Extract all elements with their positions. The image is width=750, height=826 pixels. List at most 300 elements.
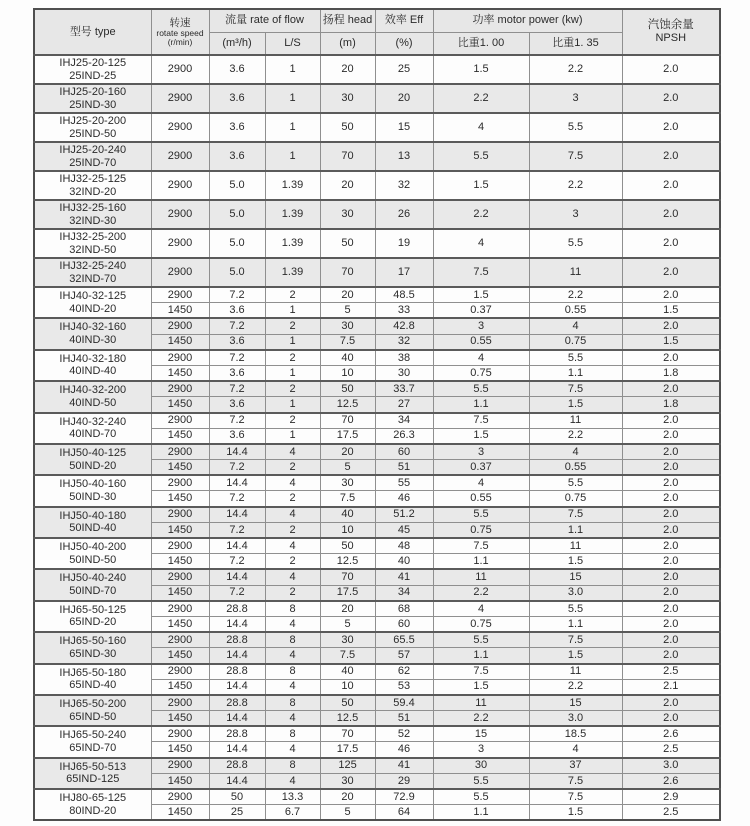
spec-cell-flow_ls: 1.39 bbox=[265, 171, 320, 200]
spec-cell-flow_m3h: 14.4 bbox=[209, 475, 265, 491]
spec-cell-head: 5 bbox=[320, 616, 375, 632]
header-head-unit: (m) bbox=[320, 32, 375, 55]
spec-cell-flow_ls: 4 bbox=[265, 538, 320, 554]
spec-cell-p135: 11 bbox=[529, 538, 622, 554]
spec-cell-flow_ls: 4 bbox=[265, 679, 320, 695]
spec-cell-speed: 1450 bbox=[151, 554, 209, 570]
spec-cell-p135: 3 bbox=[529, 200, 622, 229]
spec-cell-speed: 1450 bbox=[151, 491, 209, 507]
spec-cell-npsh: 1.5 bbox=[622, 334, 720, 350]
pump-model-cell bbox=[34, 632, 151, 663]
spec-cell-speed: 2900 bbox=[151, 318, 209, 334]
spec-cell-head: 17.5 bbox=[320, 742, 375, 758]
pump-type-label: IHJ80-65-125 bbox=[59, 792, 127, 805]
spec-cell-flow_m3h: 7.2 bbox=[209, 413, 265, 429]
spec-cell-p100: 0.75 bbox=[433, 365, 529, 381]
spec-cell-flow_m3h: 7.2 bbox=[209, 554, 265, 570]
pump-type-label: IHJ40-32-160 bbox=[59, 321, 127, 334]
spec-cell-head: 20 bbox=[320, 287, 375, 303]
spec-cell-eff: 15 bbox=[375, 113, 433, 142]
spec-cell-eff: 34 bbox=[375, 585, 433, 601]
pump-code-label: 65IND-30 bbox=[69, 647, 117, 660]
spec-cell-npsh: 2.0 bbox=[622, 287, 720, 303]
pump-code-label: 65IND-50 bbox=[69, 710, 117, 723]
pump-code-label: 40IND-70 bbox=[69, 428, 117, 441]
spec-cell-eff: 45 bbox=[375, 522, 433, 538]
spec-cell-flow_ls: 8 bbox=[265, 726, 320, 742]
spec-cell-flow_ls: 2 bbox=[265, 491, 320, 507]
spec-cell-npsh: 2.0 bbox=[622, 507, 720, 523]
spec-cell-npsh: 2.0 bbox=[622, 695, 720, 711]
pump-type-label: IHJ40-32-125 bbox=[59, 290, 127, 303]
spec-cell-flow_ls: 4 bbox=[265, 444, 320, 460]
pump-type-label: IHJ32-25-160 bbox=[59, 201, 127, 214]
spec-cell-flow_m3h: 3.6 bbox=[209, 55, 265, 84]
spec-cell-npsh: 1.5 bbox=[622, 303, 720, 319]
pump-code-label: 80IND-20 bbox=[69, 804, 117, 817]
spec-cell-flow_m3h: 50 bbox=[209, 789, 265, 805]
spec-cell-flow_m3h: 3.6 bbox=[209, 365, 265, 381]
spec-cell-flow_ls: 4 bbox=[265, 507, 320, 523]
spec-cell-eff: 65.5 bbox=[375, 632, 433, 648]
spec-cell-speed: 2900 bbox=[151, 142, 209, 171]
spec-cell-p135: 1.5 bbox=[529, 648, 622, 664]
spec-cell-eff: 46 bbox=[375, 491, 433, 507]
spec-cell-flow_ls: 13.3 bbox=[265, 789, 320, 805]
spec-cell-flow_m3h: 7.2 bbox=[209, 350, 265, 366]
spec-cell-head: 5 bbox=[320, 460, 375, 476]
pump-model-cell bbox=[34, 475, 151, 506]
spec-cell-flow_ls: 8 bbox=[265, 601, 320, 617]
spec-cell-p135: 2.2 bbox=[529, 55, 622, 84]
table-body bbox=[34, 55, 720, 820]
spec-cell-eff: 32 bbox=[375, 334, 433, 350]
spec-cell-p135: 18.5 bbox=[529, 726, 622, 742]
spec-cell-eff: 17 bbox=[375, 258, 433, 287]
spec-cell-head: 20 bbox=[320, 55, 375, 84]
pump-type-label: IHJ50-40-200 bbox=[59, 541, 127, 554]
pump-code-label: 25IND-25 bbox=[69, 69, 117, 82]
spec-cell-npsh: 2.0 bbox=[622, 318, 720, 334]
spec-cell-eff: 29 bbox=[375, 773, 433, 789]
header-motor-power: 功率 motor power (kw) bbox=[433, 9, 622, 32]
spec-cell-p100: 2.2 bbox=[433, 711, 529, 727]
spec-cell-speed: 2900 bbox=[151, 569, 209, 585]
spec-cell-flow_ls: 2 bbox=[265, 554, 320, 570]
spec-cell-p135: 11 bbox=[529, 664, 622, 680]
spec-cell-speed: 2900 bbox=[151, 695, 209, 711]
spec-cell-p135: 5.5 bbox=[529, 113, 622, 142]
pump-model-cell bbox=[34, 171, 151, 200]
pump-model-cell bbox=[34, 664, 151, 695]
spec-cell-speed: 2900 bbox=[151, 381, 209, 397]
spec-cell-eff: 13 bbox=[375, 142, 433, 171]
pump-type-label: IHJ25-20-200 bbox=[59, 114, 127, 127]
spec-cell-p135: 3.0 bbox=[529, 585, 622, 601]
spec-cell-npsh: 1.8 bbox=[622, 365, 720, 381]
spec-cell-p100: 7.5 bbox=[433, 413, 529, 429]
pump-code-label: 40IND-20 bbox=[69, 302, 117, 315]
pump-type-label: IHJ40-32-180 bbox=[59, 352, 127, 365]
spec-cell-flow_m3h: 28.8 bbox=[209, 632, 265, 648]
spec-cell-p135: 5.5 bbox=[529, 229, 622, 258]
spec-cell-npsh: 2.0 bbox=[622, 229, 720, 258]
spec-cell-head: 50 bbox=[320, 229, 375, 258]
spec-cell-flow_m3h: 3.6 bbox=[209, 428, 265, 444]
spec-cell-flow_m3h: 7.2 bbox=[209, 381, 265, 397]
pump-code-label: 32IND-20 bbox=[69, 185, 117, 198]
spec-cell-eff: 40 bbox=[375, 554, 433, 570]
pump-model-cell bbox=[34, 142, 151, 171]
spec-cell-head: 70 bbox=[320, 258, 375, 287]
spec-cell-p100: 2.2 bbox=[433, 585, 529, 601]
spec-cell-flow_ls: 8 bbox=[265, 695, 320, 711]
pump-code-label: 32IND-50 bbox=[69, 243, 117, 256]
spec-cell-head: 50 bbox=[320, 381, 375, 397]
spec-cell-flow_ls: 1 bbox=[265, 142, 320, 171]
spec-cell-flow_m3h: 7.2 bbox=[209, 491, 265, 507]
spec-cell-head: 70 bbox=[320, 142, 375, 171]
spec-cell-speed: 2900 bbox=[151, 258, 209, 287]
spec-cell-speed: 1450 bbox=[151, 616, 209, 632]
pump-type-label: IHJ65-50-160 bbox=[59, 635, 127, 648]
header-head: 扬程 head bbox=[320, 9, 375, 32]
pump-type-label: IHJ65-50-240 bbox=[59, 729, 127, 742]
spec-cell-npsh: 2.0 bbox=[622, 538, 720, 554]
spec-cell-flow_ls: 2 bbox=[265, 522, 320, 538]
header-rotate-speed bbox=[151, 9, 209, 55]
spec-cell-p135: 1.5 bbox=[529, 554, 622, 570]
spec-cell-eff: 48 bbox=[375, 538, 433, 554]
spec-cell-npsh: 2.0 bbox=[622, 460, 720, 476]
pump-code-label: 50IND-20 bbox=[69, 459, 117, 472]
spec-cell-eff: 27 bbox=[375, 397, 433, 413]
spec-cell-flow_m3h: 14.4 bbox=[209, 742, 265, 758]
spec-cell-p135: 15 bbox=[529, 695, 622, 711]
spec-cell-npsh: 2.0 bbox=[622, 413, 720, 429]
spec-row bbox=[34, 569, 720, 585]
spec-cell-eff: 46 bbox=[375, 742, 433, 758]
spec-row bbox=[34, 507, 720, 523]
pump-model-cell bbox=[34, 507, 151, 538]
pump-code-label: 32IND-70 bbox=[69, 272, 117, 285]
spec-cell-speed: 1450 bbox=[151, 365, 209, 381]
spec-cell-speed: 2900 bbox=[151, 84, 209, 113]
spec-cell-p100: 1.1 bbox=[433, 397, 529, 413]
spec-cell-p135: 1.1 bbox=[529, 365, 622, 381]
spec-row bbox=[34, 350, 720, 366]
spec-cell-eff: 51.2 bbox=[375, 507, 433, 523]
pump-model-cell bbox=[34, 695, 151, 726]
pump-model-cell bbox=[34, 258, 151, 287]
pump-model-cell bbox=[34, 789, 151, 820]
pump-code-label: 25IND-50 bbox=[69, 127, 117, 140]
spec-cell-p100: 0.55 bbox=[433, 491, 529, 507]
spec-row bbox=[34, 538, 720, 554]
spec-cell-npsh: 2.0 bbox=[622, 84, 720, 113]
spec-cell-eff: 68 bbox=[375, 601, 433, 617]
spec-cell-npsh: 2.0 bbox=[622, 428, 720, 444]
spec-cell-speed: 2900 bbox=[151, 664, 209, 680]
spec-cell-head: 7.5 bbox=[320, 334, 375, 350]
spec-cell-p100: 7.5 bbox=[433, 538, 529, 554]
spec-cell-speed: 1450 bbox=[151, 648, 209, 664]
pump-model-cell bbox=[34, 758, 151, 789]
spec-row bbox=[34, 142, 720, 171]
spec-cell-p100: 0.55 bbox=[433, 334, 529, 350]
spec-cell-npsh: 2.0 bbox=[622, 554, 720, 570]
spec-cell-head: 125 bbox=[320, 758, 375, 774]
spec-cell-flow_m3h: 14.4 bbox=[209, 711, 265, 727]
spec-cell-head: 50 bbox=[320, 695, 375, 711]
spec-cell-flow_ls: 4 bbox=[265, 475, 320, 491]
spec-cell-flow_m3h: 28.8 bbox=[209, 695, 265, 711]
spec-cell-p135: 1.5 bbox=[529, 397, 622, 413]
spec-row bbox=[34, 444, 720, 460]
spec-cell-p135: 15 bbox=[529, 569, 622, 585]
spec-cell-p100: 0.37 bbox=[433, 303, 529, 319]
spec-cell-p135: 7.5 bbox=[529, 381, 622, 397]
spec-cell-eff: 41 bbox=[375, 569, 433, 585]
spec-cell-flow_ls: 2 bbox=[265, 318, 320, 334]
spec-cell-head: 30 bbox=[320, 200, 375, 229]
spec-cell-flow_m3h: 5.0 bbox=[209, 258, 265, 287]
header-eff: 效率 Eff bbox=[375, 9, 433, 32]
spec-cell-eff: 19 bbox=[375, 229, 433, 258]
header-rate-of-flow: 流量 rate of flow bbox=[209, 9, 320, 32]
spec-row bbox=[34, 229, 720, 258]
spec-cell-p135: 7.5 bbox=[529, 507, 622, 523]
spec-cell-flow_m3h: 7.2 bbox=[209, 585, 265, 601]
spec-cell-npsh: 2.0 bbox=[622, 585, 720, 601]
spec-cell-flow_ls: 2 bbox=[265, 585, 320, 601]
spec-cell-flow_ls: 1 bbox=[265, 55, 320, 84]
spec-cell-p135: 4 bbox=[529, 742, 622, 758]
spec-row bbox=[34, 758, 720, 774]
spec-cell-flow_ls: 4 bbox=[265, 616, 320, 632]
spec-cell-flow_ls: 8 bbox=[265, 632, 320, 648]
spec-cell-head: 70 bbox=[320, 726, 375, 742]
header-power-sg100: 比重1. 00 bbox=[433, 32, 529, 55]
pump-type-label: IHJ65-50-513 bbox=[59, 760, 127, 773]
spec-cell-npsh: 2.9 bbox=[622, 789, 720, 805]
spec-cell-p135: 2.2 bbox=[529, 679, 622, 695]
spec-cell-npsh: 2.0 bbox=[622, 200, 720, 229]
header-rotate-speed-zh: 转速 bbox=[169, 16, 191, 29]
spec-cell-head: 12.5 bbox=[320, 397, 375, 413]
spec-cell-flow_m3h: 25 bbox=[209, 805, 265, 821]
spec-cell-eff: 20 bbox=[375, 84, 433, 113]
pump-model-cell bbox=[34, 350, 151, 381]
spec-cell-flow_ls: 1.39 bbox=[265, 200, 320, 229]
pump-code-label: 25IND-30 bbox=[69, 98, 117, 111]
spec-cell-head: 10 bbox=[320, 365, 375, 381]
spec-cell-eff: 48.5 bbox=[375, 287, 433, 303]
spec-cell-p100: 4 bbox=[433, 229, 529, 258]
pump-code-label: 32IND-30 bbox=[69, 214, 117, 227]
spec-cell-eff: 25 bbox=[375, 55, 433, 84]
spec-cell-p100: 0.75 bbox=[433, 616, 529, 632]
spec-cell-npsh: 2.0 bbox=[622, 632, 720, 648]
header-flow-ls-unit: L/S bbox=[265, 32, 320, 55]
spec-cell-p100: 1.1 bbox=[433, 554, 529, 570]
spec-cell-flow_ls: 4 bbox=[265, 648, 320, 664]
spec-cell-p100: 30 bbox=[433, 758, 529, 774]
spec-cell-eff: 57 bbox=[375, 648, 433, 664]
spec-cell-flow_m3h: 28.8 bbox=[209, 664, 265, 680]
pump-code-label: 65IND-20 bbox=[69, 616, 117, 629]
spec-cell-p135: 37 bbox=[529, 758, 622, 774]
spec-cell-speed: 2900 bbox=[151, 538, 209, 554]
spec-cell-speed: 1450 bbox=[151, 805, 209, 821]
spec-cell-head: 10 bbox=[320, 679, 375, 695]
spec-cell-head: 50 bbox=[320, 113, 375, 142]
spec-cell-npsh: 2.0 bbox=[622, 55, 720, 84]
header-eff-unit: (%) bbox=[375, 32, 433, 55]
pump-model-cell bbox=[34, 287, 151, 318]
spec-cell-head: 40 bbox=[320, 507, 375, 523]
spec-cell-p135: 1.1 bbox=[529, 522, 622, 538]
spec-cell-eff: 38 bbox=[375, 350, 433, 366]
spec-row bbox=[34, 287, 720, 303]
spec-cell-p100: 2.2 bbox=[433, 200, 529, 229]
spec-cell-p100: 11 bbox=[433, 695, 529, 711]
pump-model-cell bbox=[34, 726, 151, 757]
pump-model-cell bbox=[34, 538, 151, 569]
spec-cell-flow_ls: 8 bbox=[265, 664, 320, 680]
table-header bbox=[34, 9, 720, 55]
spec-cell-flow_ls: 8 bbox=[265, 758, 320, 774]
spec-cell-head: 10 bbox=[320, 522, 375, 538]
spec-cell-p135: 2.2 bbox=[529, 428, 622, 444]
spec-cell-speed: 1450 bbox=[151, 522, 209, 538]
spec-cell-flow_m3h: 7.2 bbox=[209, 287, 265, 303]
spec-cell-speed: 1450 bbox=[151, 742, 209, 758]
spec-cell-head: 20 bbox=[320, 171, 375, 200]
spec-cell-eff: 32 bbox=[375, 171, 433, 200]
spec-cell-p100: 1.1 bbox=[433, 805, 529, 821]
spec-cell-eff: 51 bbox=[375, 460, 433, 476]
spec-cell-p100: 5.5 bbox=[433, 773, 529, 789]
spec-cell-flow_ls: 1.39 bbox=[265, 258, 320, 287]
spec-cell-flow_ls: 2 bbox=[265, 413, 320, 429]
spec-cell-npsh: 2.6 bbox=[622, 726, 720, 742]
spec-cell-flow_ls: 4 bbox=[265, 742, 320, 758]
spec-cell-npsh: 2.0 bbox=[622, 444, 720, 460]
spec-row bbox=[34, 695, 720, 711]
spec-cell-p135: 11 bbox=[529, 258, 622, 287]
spec-cell-flow_m3h: 14.4 bbox=[209, 538, 265, 554]
pump-code-label: 65IND-40 bbox=[69, 679, 117, 692]
spec-cell-head: 70 bbox=[320, 569, 375, 585]
spec-cell-flow_m3h: 3.6 bbox=[209, 334, 265, 350]
spec-cell-npsh: 2.0 bbox=[622, 258, 720, 287]
spec-cell-flow_m3h: 5.0 bbox=[209, 171, 265, 200]
pump-type-label: IHJ65-50-200 bbox=[59, 697, 127, 710]
spec-cell-p135: 2.2 bbox=[529, 171, 622, 200]
spec-cell-p100: 5.5 bbox=[433, 789, 529, 805]
spec-cell-flow_m3h: 14.4 bbox=[209, 679, 265, 695]
spec-cell-eff: 33 bbox=[375, 303, 433, 319]
pump-code-label: 50IND-40 bbox=[69, 522, 117, 535]
spec-cell-speed: 2900 bbox=[151, 632, 209, 648]
spec-cell-npsh: 2.6 bbox=[622, 773, 720, 789]
spec-cell-npsh: 3.0 bbox=[622, 758, 720, 774]
spec-cell-p100: 7.5 bbox=[433, 664, 529, 680]
spec-cell-speed: 1450 bbox=[151, 679, 209, 695]
spec-cell-flow_ls: 1 bbox=[265, 365, 320, 381]
spec-cell-flow_m3h: 28.8 bbox=[209, 601, 265, 617]
pump-type-label: IHJ25-20-125 bbox=[59, 56, 127, 69]
spec-cell-flow_m3h: 3.6 bbox=[209, 142, 265, 171]
spec-row bbox=[34, 381, 720, 397]
spec-cell-flow_ls: 4 bbox=[265, 773, 320, 789]
spec-cell-flow_m3h: 7.2 bbox=[209, 318, 265, 334]
pump-type-label: IHJ50-40-240 bbox=[59, 572, 127, 585]
pump-model-cell bbox=[34, 318, 151, 349]
spec-cell-flow_m3h: 3.6 bbox=[209, 397, 265, 413]
spec-cell-speed: 2900 bbox=[151, 444, 209, 460]
spec-cell-flow_ls: 2 bbox=[265, 381, 320, 397]
spec-cell-speed: 2900 bbox=[151, 350, 209, 366]
spec-cell-flow_ls: 1 bbox=[265, 113, 320, 142]
spec-cell-npsh: 2.0 bbox=[622, 648, 720, 664]
pump-type-label: IHJ50-40-125 bbox=[59, 446, 127, 459]
spec-cell-p100: 3 bbox=[433, 444, 529, 460]
spec-cell-flow_m3h: 14.4 bbox=[209, 444, 265, 460]
spec-cell-npsh: 2.5 bbox=[622, 805, 720, 821]
header-rotate-speed-en: rotate speed bbox=[156, 27, 204, 38]
spec-cell-head: 30 bbox=[320, 318, 375, 334]
pump-code-label: 50IND-70 bbox=[69, 585, 117, 598]
spec-cell-flow_m3h: 14.4 bbox=[209, 507, 265, 523]
spec-row bbox=[34, 601, 720, 617]
spec-cell-flow_m3h: 14.4 bbox=[209, 648, 265, 664]
spec-cell-p100: 11 bbox=[433, 569, 529, 585]
spec-cell-eff: 62 bbox=[375, 664, 433, 680]
spec-cell-p135: 3.0 bbox=[529, 711, 622, 727]
spec-cell-speed: 1450 bbox=[151, 585, 209, 601]
spec-cell-speed: 1450 bbox=[151, 460, 209, 476]
spec-cell-head: 40 bbox=[320, 350, 375, 366]
spec-cell-head: 70 bbox=[320, 413, 375, 429]
pump-type-label: IHJ32-25-240 bbox=[59, 259, 127, 272]
spec-cell-head: 40 bbox=[320, 664, 375, 680]
spec-cell-npsh: 2.0 bbox=[622, 350, 720, 366]
spec-cell-p135: 7.5 bbox=[529, 142, 622, 171]
spec-row bbox=[34, 475, 720, 491]
spec-cell-p100: 1.5 bbox=[433, 679, 529, 695]
spec-cell-p135: 5.5 bbox=[529, 350, 622, 366]
spec-row bbox=[34, 318, 720, 334]
spec-cell-p100: 1.5 bbox=[433, 428, 529, 444]
spec-cell-p100: 4 bbox=[433, 475, 529, 491]
pump-type-label: IHJ32-25-200 bbox=[59, 230, 127, 243]
spec-cell-speed: 1450 bbox=[151, 773, 209, 789]
spec-cell-speed: 2900 bbox=[151, 229, 209, 258]
pump-model-cell bbox=[34, 413, 151, 444]
spec-cell-eff: 60 bbox=[375, 616, 433, 632]
spec-cell-p135: 7.5 bbox=[529, 773, 622, 789]
spec-cell-flow_m3h: 14.4 bbox=[209, 616, 265, 632]
spec-cell-flow_ls: 2 bbox=[265, 460, 320, 476]
spec-cell-eff: 26.3 bbox=[375, 428, 433, 444]
spec-row bbox=[34, 200, 720, 229]
spec-cell-eff: 53 bbox=[375, 679, 433, 695]
spec-cell-p135: 4 bbox=[529, 318, 622, 334]
spec-cell-p100: 5.5 bbox=[433, 507, 529, 523]
spec-cell-flow_m3h: 3.6 bbox=[209, 303, 265, 319]
